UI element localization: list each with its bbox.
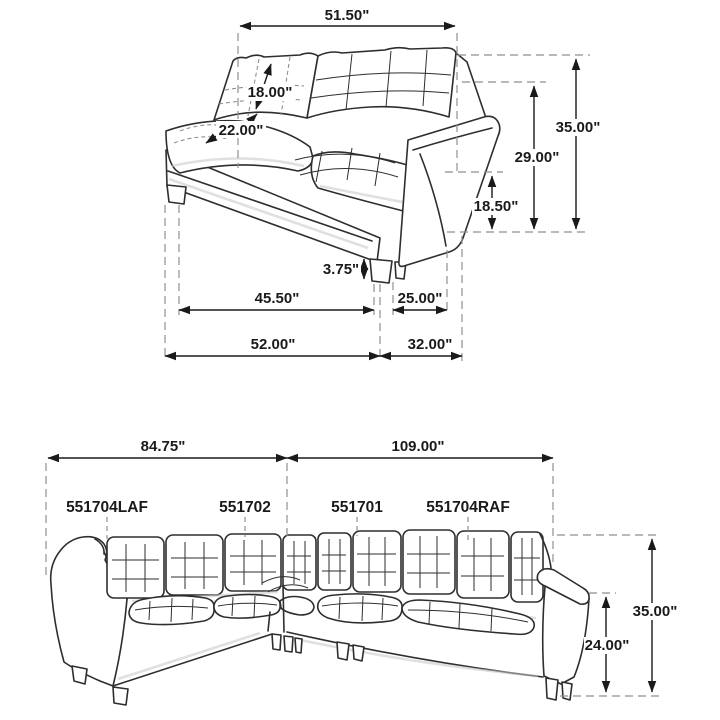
leg bbox=[72, 666, 87, 684]
dim-seat-depth: 22.00" bbox=[218, 122, 264, 139]
back-cushion bbox=[511, 532, 543, 602]
part-label-551704laf: 551704LAF bbox=[66, 499, 148, 516]
back-cushion bbox=[457, 531, 509, 598]
loveseat-arm bbox=[399, 116, 500, 266]
leg bbox=[113, 687, 128, 705]
sectional-left-seats bbox=[129, 595, 280, 625]
sectional-right-back-cushions bbox=[353, 530, 543, 602]
seat-cushion bbox=[402, 600, 534, 634]
back-cushion bbox=[166, 535, 223, 595]
dim-sectional-height: 35.00" bbox=[632, 603, 678, 620]
leg bbox=[562, 682, 572, 700]
dim-line-seat-depth-b bbox=[250, 114, 257, 121]
dim-laf-width: 84.75" bbox=[140, 438, 186, 455]
sectional-right-arm bbox=[537, 534, 589, 700]
dim-arm-depth: 25.00" bbox=[397, 290, 443, 307]
dim-leg-height: 3.75" bbox=[322, 261, 360, 278]
leg bbox=[167, 185, 186, 204]
part-label-551702: 551702 bbox=[219, 499, 271, 516]
back-right-edge bbox=[456, 53, 486, 118]
back-cushion bbox=[403, 530, 455, 594]
leg bbox=[284, 636, 293, 652]
back-cushion bbox=[225, 534, 281, 591]
back-cushion bbox=[318, 533, 351, 590]
dim-seat-height: 18.50" bbox=[473, 198, 519, 215]
dim-back-width: 51.50" bbox=[324, 7, 370, 24]
leg bbox=[337, 642, 349, 660]
dim-back-height: 29.00" bbox=[514, 149, 560, 166]
leg bbox=[272, 634, 281, 650]
dim-arm-height: 24.00" bbox=[584, 637, 630, 654]
back-cushion bbox=[283, 535, 316, 590]
dim-seat-width: 45.50" bbox=[254, 290, 300, 307]
dim-raf-width: 109.00" bbox=[391, 438, 445, 455]
part-label-551701: 551701 bbox=[331, 499, 383, 516]
sectional-left-back-cushions bbox=[107, 534, 281, 598]
part-label-551704raf: 551704RAF bbox=[426, 499, 510, 516]
seat-cushion bbox=[318, 594, 402, 623]
leg bbox=[546, 678, 558, 700]
loveseat-drawing bbox=[166, 48, 500, 283]
back-cushion bbox=[107, 537, 164, 598]
sectional-corner-back bbox=[283, 533, 351, 590]
dim-overall-height: 35.00" bbox=[555, 119, 601, 136]
dim-back-cushion: 18.00" bbox=[247, 84, 293, 101]
back-cushion-right bbox=[307, 48, 456, 118]
sectional-right-seats bbox=[318, 594, 535, 634]
dim-overall-depth: 32.00" bbox=[407, 336, 453, 353]
leg bbox=[295, 638, 302, 653]
dim-overall-width: 52.00" bbox=[250, 336, 296, 353]
back-cushion bbox=[353, 531, 401, 592]
leg bbox=[370, 259, 392, 283]
leg bbox=[353, 645, 364, 661]
sectional-drawing bbox=[51, 530, 589, 705]
